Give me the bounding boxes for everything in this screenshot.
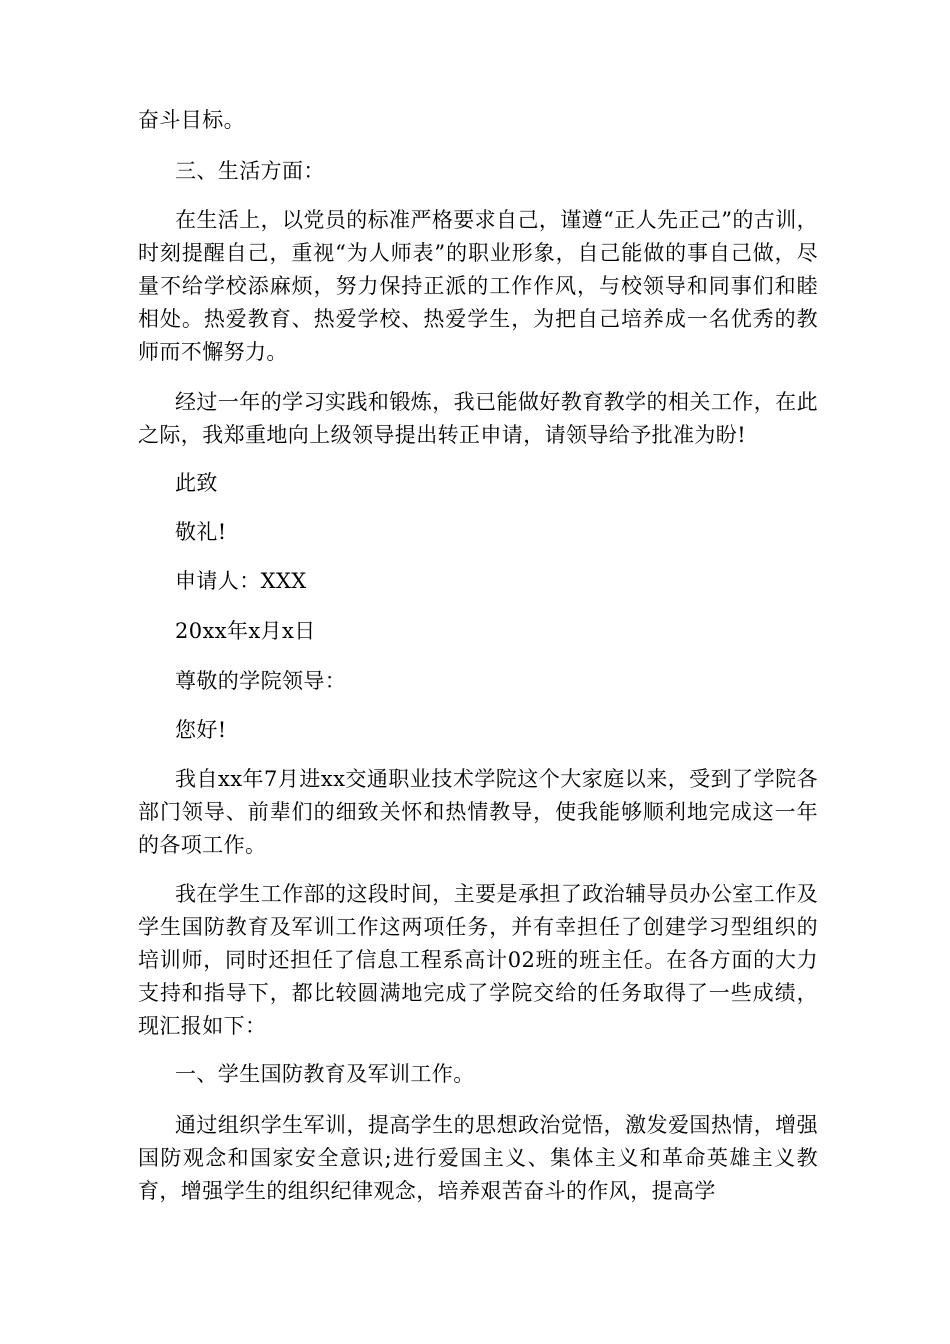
- paragraph-work-summary: 我在学生工作部的这段时间，主要是承担了政治辅导员办公室工作及学生国防教育及军训工作这两项任务，并有幸担任了创建学习型组织的培训师，同时还担任了信息工程系高计02班的班主任。在各方面的大力支持和指导下，都比较圆满地完成了学院交给的任务取得了一些成绩，现汇报如下：: [138, 882, 818, 1038]
- paragraph-request: 经过一年的学习实践和锻炼，我已能做好教育教学的相关工作，在此之际，我郑重地向上级领导提出转正申请，请领导给予批准为盼!: [138, 390, 818, 447]
- closing-salutation: 此致: [175, 471, 218, 495]
- paragraph-intro: 我自xx年7月进xx交通职业技术学院这个大家庭以来，受到了学院各部门领导、前辈们的细致关怀和热情教导，使我能够顺利地完成这一年的各项工作。: [138, 767, 818, 857]
- paragraph-military: 通过组织学生军训，提高学生的思想政治觉悟，激发爱国热情，增强国防观念和国家安全意识;进行爱国主义、集体主义和革命英雄主义教育，增强学生的组织纪律观念，培养艰苦奋斗的作风，提高学: [138, 1113, 818, 1203]
- section-heading-life: 三、生活方面：: [175, 159, 325, 183]
- greeting-hello: 您好!: [175, 718, 227, 742]
- paragraph-continuation: 奋斗目标。: [138, 108, 245, 132]
- greeting-addressee: 尊敬的学院领导：: [175, 669, 347, 693]
- paragraph-life: 在生活上，以党员的标准严格要求自己，谨遵“正人先正己”的古训，时刻提醒自己，重视“为人师表”的职业形象，自己能做的事自己做，尽量不给学校添麻烦，努力保持正派的工作作风，与校领导和同事们和睦相处。热爱教育、热爱学校、热爱学生，为把自己培养成一名优秀的教师而不懈努力。: [138, 208, 818, 364]
- section-heading-military: 一、学生国防教育及军训工作。: [175, 1062, 475, 1086]
- applicant-line: 申请人：XXX: [175, 569, 307, 593]
- closing-regards: 敬礼!: [175, 520, 227, 544]
- date-line: 20xx年x月x日: [175, 619, 316, 643]
